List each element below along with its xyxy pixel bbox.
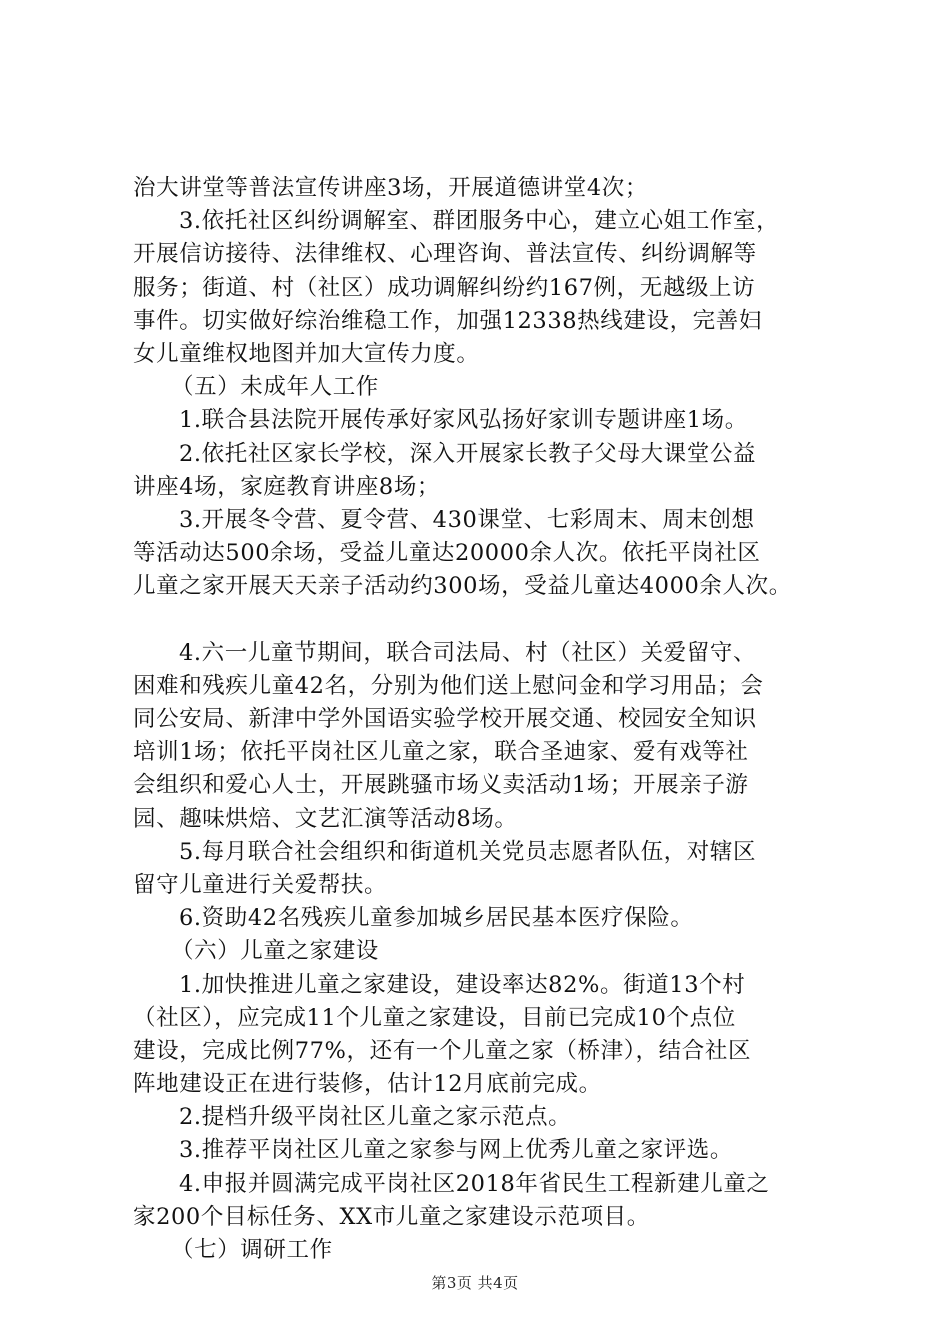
paragraph-line: 同公安局、新津中学外国语实验学校开展交通、校园安全知识 bbox=[133, 706, 757, 732]
paragraph-line: 等活动达500余场，受益儿童达20000余人次。依托平岗社区 bbox=[133, 540, 761, 567]
paragraph-line: 事件。切实做好综治维稳工作，加强12338热线建设，完善妇 bbox=[133, 307, 762, 334]
paragraph-line: 讲座4场，家庭教育讲座8场； bbox=[133, 473, 441, 500]
section-heading: （六）儿童之家建设 bbox=[171, 938, 379, 965]
list-item-start: 4.申报并圆满完成平岗社区2018年省民生工程新建儿童之 bbox=[179, 1170, 770, 1197]
list-item-start: 5.每月联合社会组织和街道机关党员志愿者队伍，对辖区 bbox=[179, 838, 757, 865]
list-item-start: 3.推荐平岗社区儿童之家参与网上优秀儿童之家评选。 bbox=[179, 1137, 733, 1164]
page-footer: 第3页 共4页 bbox=[431, 1274, 519, 1292]
paragraph-line: 家200个目标任务、XX市儿童之家建设示范项目。 bbox=[133, 1203, 650, 1230]
list-item-start: 3.开展冬令营、夏令营、430课堂、七彩周末、周末创想 bbox=[179, 506, 755, 533]
list-item-start: 3.依托社区纠纷调解室、群团服务中心，建立心姐工作室， bbox=[179, 208, 780, 235]
paragraph-line: 儿童之家开展天天亲子活动约300场，受益儿童达4000余人次。 bbox=[133, 573, 792, 600]
paragraph-line: 开展信访接待、法律维权、心理咨询、普法宣传、纠纷调解等 bbox=[133, 241, 757, 268]
paragraph-line: 培训1场；依托平岗社区儿童之家，联合圣迪家、爱有戏等社 bbox=[133, 739, 749, 766]
document-body bbox=[133, 172, 833, 1267]
section-heading: （七）调研工作 bbox=[171, 1237, 333, 1263]
list-item-start: 2.提档升级平岗社区儿童之家示范点。 bbox=[179, 1104, 572, 1131]
list-item-start: 6.资助42名残疾儿童参加城乡居民基本医疗保险。 bbox=[179, 905, 694, 932]
list-item-start: 2.依托社区家长学校，深入开展家长教子父母大课堂公益 bbox=[179, 440, 757, 467]
paragraph-line: 困难和残疾儿童42名，分别为他们送上慰问金和学习用品；会 bbox=[133, 672, 764, 699]
paragraph-line: 留守儿童进行关爱帮扶。 bbox=[133, 871, 388, 898]
paragraph-line: 建设，完成比例77%，还有一个儿童之家（桥津），结合社区 bbox=[133, 1037, 752, 1064]
list-item-start: 4.六一儿童节期间，联合司法局、村（社区）关爱留守、 bbox=[179, 639, 757, 666]
paragraph-line: （社区），应完成11个儿童之家建设，目前已完成10个点位 bbox=[133, 1004, 736, 1031]
paragraph-line: 会组织和爱心人士，开展跳骚市场义卖活动1场；开展亲子游 bbox=[133, 772, 749, 799]
blank-line bbox=[133, 603, 833, 636]
paragraph-line: 阵地建设正在进行装修，估计12月底前完成。 bbox=[133, 1071, 602, 1098]
paragraph-line: 园、趣味烘焙、文艺汇演等活动8场。 bbox=[133, 805, 518, 832]
paragraph-line: 女儿童维权地图并加大宣传力度。 bbox=[133, 340, 480, 367]
section-heading: （五）未成年人工作 bbox=[171, 374, 379, 401]
list-item-start: 1.加快推进儿童之家建设，建设率达82%。街道13个村 bbox=[179, 971, 746, 998]
paragraph-line: 服务；街道、村（社区）成功调解纠纷约167例，无越级上访 bbox=[133, 274, 756, 301]
paragraph-line: 治大讲堂等普法宣传讲座3场，开展道德讲堂4次； bbox=[133, 175, 648, 201]
list-item-start: 1.联合县法院开展传承好家风弘扬好家训专题讲座1场。 bbox=[179, 407, 748, 434]
